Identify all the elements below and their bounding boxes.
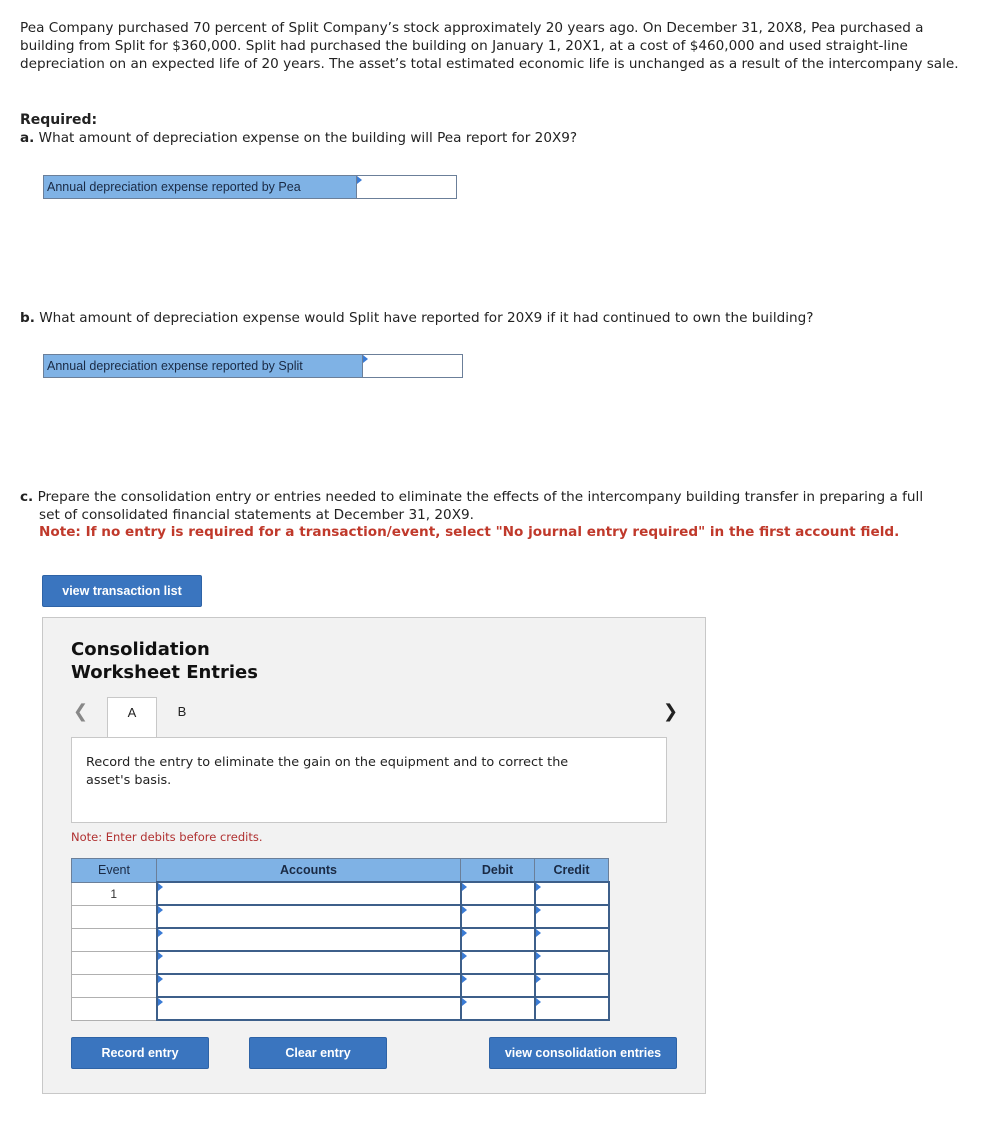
credit-cell <box>535 951 609 974</box>
table-row <box>72 974 609 997</box>
credit-cell <box>535 905 609 928</box>
account-input[interactable] <box>158 975 460 996</box>
input-marker-icon <box>462 952 467 960</box>
event-cell <box>72 905 157 928</box>
debit-cell <box>461 974 535 997</box>
credit-column-header: Credit <box>535 859 609 883</box>
account-input[interactable] <box>158 998 460 1019</box>
answer-label-pea: Annual depreciation expense reported by Pea <box>44 176 357 198</box>
account-cell <box>157 951 461 974</box>
input-marker-icon <box>462 883 467 891</box>
account-cell <box>157 997 461 1020</box>
credit-input[interactable] <box>536 929 608 950</box>
input-marker-icon <box>536 906 541 914</box>
question-a-text: What amount of depreciation expense on the building will Pea report for 20X9? <box>38 130 578 146</box>
account-input[interactable] <box>158 929 460 950</box>
event-cell <box>72 928 157 951</box>
question-c <box>20 488 950 524</box>
answer-label-split: Annual depreciation expense reported by Split <box>44 355 363 377</box>
record-entry-button[interactable]: Record entry <box>71 1037 209 1069</box>
event-cell <box>72 974 157 997</box>
accounts-column-header: Accounts <box>157 859 461 883</box>
no-entry-note: Note: If no entry is required for a transaction/event, select "No journal entry required" in the first account field. <box>39 524 900 540</box>
view-consolidation-entries-button[interactable]: view consolidation entries <box>489 1037 677 1069</box>
question-a-letter: a. <box>20 130 35 146</box>
debit-cell <box>461 928 535 951</box>
view-transaction-list-button[interactable]: view transaction list <box>42 575 202 607</box>
answer-input-split-cell <box>363 355 462 377</box>
table-row <box>72 951 609 974</box>
debit-column-header: Debit <box>461 859 535 883</box>
clear-entry-button[interactable]: Clear entry <box>249 1037 387 1069</box>
account-input[interactable] <box>158 952 460 973</box>
table-row <box>72 928 609 951</box>
dropdown-marker-icon <box>158 952 163 960</box>
account-cell <box>157 928 461 951</box>
question-b-letter: b. <box>20 310 35 326</box>
event-column-header: Event <box>72 859 157 883</box>
table-header-row <box>72 859 609 883</box>
dropdown-marker-icon <box>158 998 163 1006</box>
debit-cell <box>461 905 535 928</box>
journal-entry-table <box>71 858 610 1021</box>
question-b-text: What amount of depreciation expense would Split have reported for 20X9 if it had continued to own the building? <box>39 310 814 326</box>
debit-input[interactable] <box>462 952 534 973</box>
input-marker-icon <box>536 883 541 891</box>
account-cell <box>157 882 461 905</box>
credit-input[interactable] <box>536 998 608 1019</box>
debit-input[interactable] <box>462 975 534 996</box>
input-marker-icon <box>462 975 467 983</box>
account-input[interactable] <box>158 906 460 927</box>
answer-row-split <box>43 354 463 378</box>
depreciation-split-input[interactable] <box>363 355 462 377</box>
debit-cell <box>461 997 535 1020</box>
table-row <box>72 882 609 905</box>
dropdown-marker-icon <box>158 906 163 914</box>
question-a <box>20 130 577 146</box>
dropdown-marker-icon <box>158 929 163 937</box>
input-marker-icon <box>462 998 467 1006</box>
required-heading: Required: <box>20 112 98 128</box>
credit-input[interactable] <box>536 883 608 904</box>
table-row <box>72 905 609 928</box>
debit-input[interactable] <box>462 883 534 904</box>
instruction-box <box>71 737 667 823</box>
tab-b[interactable]: B <box>177 704 187 719</box>
chevron-left-icon[interactable]: ❮ <box>73 701 89 722</box>
event-cell: 1 <box>72 882 157 905</box>
input-marker-icon <box>462 929 467 937</box>
input-marker-icon <box>536 975 541 983</box>
tab-a[interactable]: A <box>107 697 157 740</box>
problem-intro: Pea Company purchased 70 percent of Split Company’s stock approximately 20 years ago. On December 31, 20X8, Pea purchased a building from Split for $360,000. Split had purchased the building on January 1, 20X1, at a cost of $460,000 and used straight-line depreciation on an expected life of 20 years. The asset’s total estimated economic life is unchanged as a result of the intercompany sale. <box>20 20 959 72</box>
input-marker-icon <box>536 952 541 960</box>
debit-cell <box>461 951 535 974</box>
credit-input[interactable] <box>536 906 608 927</box>
instruction-text: Record the entry to eliminate the gain on the equipment and to correct the asset's basis. <box>86 755 569 788</box>
credit-input[interactable] <box>536 952 608 973</box>
credit-cell <box>535 997 609 1020</box>
answer-row-pea <box>43 175 457 199</box>
debit-input[interactable] <box>462 906 534 927</box>
credit-cell <box>535 882 609 905</box>
account-cell <box>157 905 461 928</box>
credit-input[interactable] <box>536 975 608 996</box>
debit-cell <box>461 882 535 905</box>
question-b <box>20 310 813 326</box>
chevron-right-icon[interactable]: ❯ <box>663 701 679 722</box>
debits-credits-note: Note: Enter debits before credits. <box>71 830 263 844</box>
input-marker-icon <box>536 929 541 937</box>
credit-cell <box>535 974 609 997</box>
question-c-text-line2: set of consolidated financial statements at December 31, 20X9. <box>39 507 474 523</box>
credit-cell <box>535 928 609 951</box>
input-marker-icon <box>357 176 362 184</box>
account-input[interactable] <box>158 883 460 904</box>
input-marker-icon <box>363 355 368 363</box>
debit-input[interactable] <box>462 929 534 950</box>
event-cell <box>72 997 157 1020</box>
answer-input-pea-cell <box>357 176 456 198</box>
account-cell <box>157 974 461 997</box>
dropdown-marker-icon <box>158 883 163 891</box>
worksheet-title: Consolidation Worksheet Entries <box>71 639 258 683</box>
question-c-letter: c. <box>20 489 34 505</box>
dropdown-marker-icon <box>158 975 163 983</box>
table-row <box>72 997 609 1020</box>
debit-input[interactable] <box>462 998 534 1019</box>
event-cell <box>72 951 157 974</box>
input-marker-icon <box>462 906 467 914</box>
question-c-text-line1: Prepare the consolidation entry or entries needed to eliminate the effects of the intercompany building transfer in preparing a full <box>37 489 924 505</box>
consolidation-worksheet-panel <box>42 617 706 1094</box>
input-marker-icon <box>536 998 541 1006</box>
depreciation-pea-input[interactable] <box>357 176 456 198</box>
